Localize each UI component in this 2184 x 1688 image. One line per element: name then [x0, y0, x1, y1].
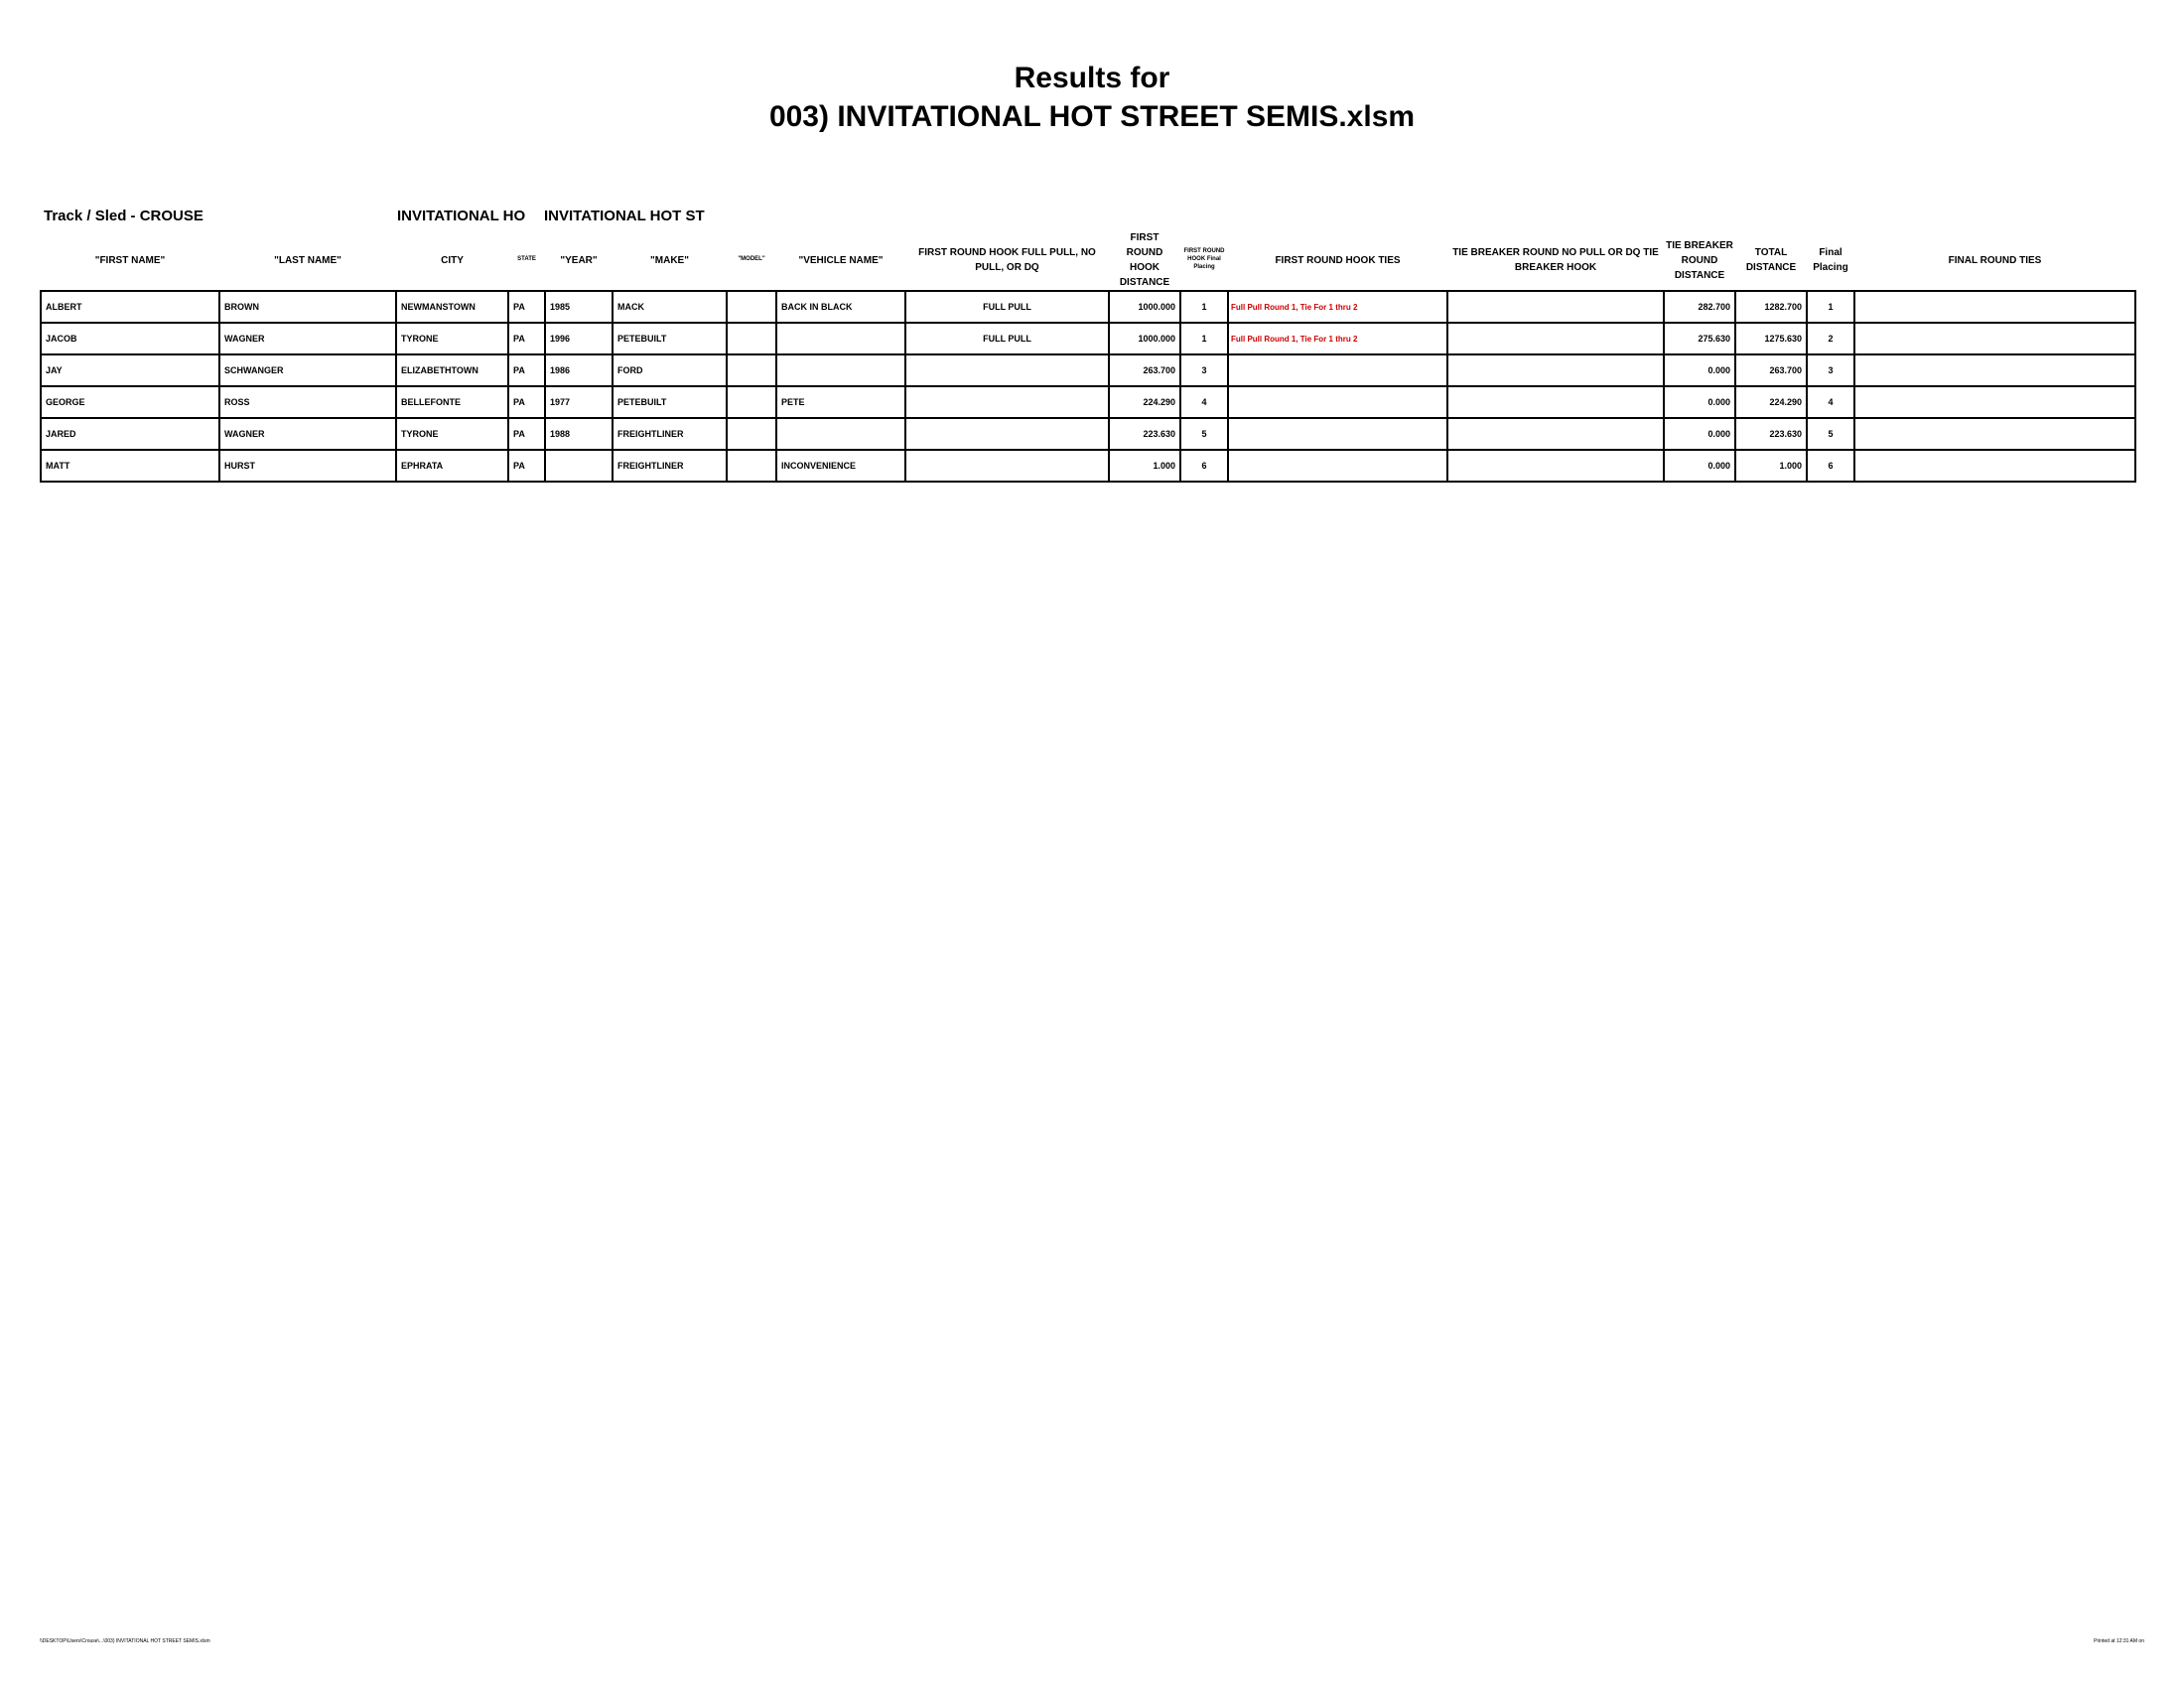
- cell-model: [727, 323, 776, 354]
- cell-tie-breaker-distance: 0.000: [1664, 450, 1735, 482]
- cell-total-distance: 1282.700: [1735, 291, 1807, 323]
- cell-state: PA: [508, 323, 545, 354]
- cell-year: 1996: [545, 323, 613, 354]
- class-cell-2: INVITATIONAL HOT ST: [544, 208, 705, 224]
- cell-first-round-distance: 263.700: [1109, 354, 1180, 386]
- col-model: "MODEL": [727, 230, 776, 291]
- col-first-round-ties: FIRST ROUND HOOK TIES: [1228, 230, 1447, 291]
- col-first-round-placing: FIRST ROUND HOOK Final Placing: [1180, 230, 1228, 291]
- cell-tie-breaker-status: [1447, 323, 1664, 354]
- cell-first-round-ties: [1228, 386, 1447, 418]
- col-state: STATE: [508, 230, 545, 291]
- cell-city: NEWMANSTOWN: [396, 291, 508, 323]
- cell-first-round-distance: 1.000: [1109, 450, 1180, 482]
- cell-city: ELIZABETHTOWN: [396, 354, 508, 386]
- cell-total-distance: 224.290: [1735, 386, 1807, 418]
- cell-city: TYRONE: [396, 323, 508, 354]
- cell-model: [727, 450, 776, 482]
- cell-make: PETEBUILT: [613, 386, 727, 418]
- cell-last-name: SCHWANGER: [219, 354, 396, 386]
- footer-file-path: \\DESKTOP\Users\Crouse\...\003) INVITATIONAL HOT STREET SEMIS.xlsm: [40, 1638, 210, 1644]
- track-sled-label: Track / Sled - CROUSE: [44, 208, 204, 224]
- cell-final-round-ties: [1854, 323, 2135, 354]
- cell-first-round-status: FULL PULL: [905, 323, 1109, 354]
- table-row: [41, 386, 2135, 418]
- cell-first-round-placing: 3: [1180, 354, 1228, 386]
- cell-year: 1977: [545, 386, 613, 418]
- cell-first-round-placing: 5: [1180, 418, 1228, 450]
- cell-tie-breaker-status: [1447, 354, 1664, 386]
- cell-final-placing: 6: [1807, 450, 1854, 482]
- cell-first-round-placing: 6: [1180, 450, 1228, 482]
- cell-state: PA: [508, 386, 545, 418]
- cell-year: 1985: [545, 291, 613, 323]
- cell-state: PA: [508, 354, 545, 386]
- cell-vehicle-name: [776, 354, 905, 386]
- cell-first-round-placing: 1: [1180, 291, 1228, 323]
- cell-model: [727, 291, 776, 323]
- cell-make: PETEBUILT: [613, 323, 727, 354]
- col-vehicle-name: "VEHICLE NAME": [776, 230, 905, 291]
- cell-total-distance: 223.630: [1735, 418, 1807, 450]
- table-row: [41, 323, 2135, 354]
- cell-first-name: MATT: [41, 450, 219, 482]
- cell-vehicle-name: INCONVENIENCE: [776, 450, 905, 482]
- col-make: "MAKE": [613, 230, 727, 291]
- cell-first-round-placing: 4: [1180, 386, 1228, 418]
- cell-year: 1986: [545, 354, 613, 386]
- cell-make: FREIGHTLINER: [613, 450, 727, 482]
- cell-vehicle-name: [776, 323, 905, 354]
- col-last-name: "LAST NAME": [219, 230, 396, 291]
- cell-last-name: WAGNER: [219, 418, 396, 450]
- col-total-distance: TOTAL DISTANCE: [1735, 230, 1807, 291]
- cell-model: [727, 418, 776, 450]
- cell-first-round-status: FULL PULL: [905, 291, 1109, 323]
- cell-first-name: JACOB: [41, 323, 219, 354]
- cell-first-round-status: [905, 354, 1109, 386]
- cell-first-name: JAY: [41, 354, 219, 386]
- cell-state: PA: [508, 418, 545, 450]
- cell-total-distance: 1275.630: [1735, 323, 1807, 354]
- cell-final-placing: 4: [1807, 386, 1854, 418]
- cell-first-name: JARED: [41, 418, 219, 450]
- col-first-round-distance: FIRST ROUND HOOK DISTANCE: [1109, 230, 1180, 291]
- table-row: [41, 450, 2135, 482]
- table-row: [41, 291, 2135, 323]
- cell-model: [727, 354, 776, 386]
- cell-vehicle-name: [776, 418, 905, 450]
- cell-city: EPHRATA: [396, 450, 508, 482]
- footer-printed-at: Printed at 12:31 AM on: [2094, 1638, 2144, 1644]
- header-row: [41, 230, 2135, 291]
- cell-last-name: WAGNER: [219, 323, 396, 354]
- class-cell-1: INVITATIONAL HO: [397, 208, 526, 224]
- cell-first-round-distance: 1000.000: [1109, 323, 1180, 354]
- cell-final-round-ties: [1854, 418, 2135, 450]
- cell-first-round-distance: 1000.000: [1109, 291, 1180, 323]
- cell-final-round-ties: [1854, 354, 2135, 386]
- table-row: [41, 354, 2135, 386]
- cell-tie-breaker-distance: 0.000: [1664, 386, 1735, 418]
- cell-tie-breaker-distance: 0.000: [1664, 354, 1735, 386]
- cell-first-round-distance: 223.630: [1109, 418, 1180, 450]
- cell-final-placing: 5: [1807, 418, 1854, 450]
- cell-tie-breaker-distance: 0.000: [1664, 418, 1735, 450]
- col-city: CITY: [396, 230, 508, 291]
- cell-final-round-ties: [1854, 450, 2135, 482]
- cell-final-round-ties: [1854, 386, 2135, 418]
- cell-vehicle-name: BACK IN BLACK: [776, 291, 905, 323]
- cell-final-placing: 1: [1807, 291, 1854, 323]
- cell-total-distance: 1.000: [1735, 450, 1807, 482]
- col-final-round-ties: FINAL ROUND TIES: [1854, 230, 2135, 291]
- page-title-line-1: Results for: [1014, 62, 1170, 94]
- cell-tie-breaker-status: [1447, 418, 1664, 450]
- cell-year: [545, 450, 613, 482]
- col-tie-breaker-distance: TIE BREAKER ROUND DISTANCE: [1664, 230, 1735, 291]
- col-first-round-status: FIRST ROUND HOOK FULL PULL, NO PULL, OR DQ: [905, 230, 1109, 291]
- cell-first-round-ties: Full Pull Round 1, Tie For 1 thru 2: [1228, 291, 1447, 323]
- cell-make: FORD: [613, 354, 727, 386]
- cell-first-round-distance: 224.290: [1109, 386, 1180, 418]
- cell-first-round-ties: [1228, 418, 1447, 450]
- cell-final-placing: 3: [1807, 354, 1854, 386]
- cell-state: PA: [508, 291, 545, 323]
- results-table: [40, 230, 2136, 483]
- cell-first-round-ties: [1228, 354, 1447, 386]
- cell-tie-breaker-status: [1447, 450, 1664, 482]
- cell-last-name: HURST: [219, 450, 396, 482]
- col-final-placing: Final Placing: [1807, 230, 1854, 291]
- cell-year: 1988: [545, 418, 613, 450]
- class-cells: [397, 208, 723, 228]
- cell-tie-breaker-distance: 282.700: [1664, 291, 1735, 323]
- cell-tie-breaker-status: [1447, 386, 1664, 418]
- cell-make: MACK: [613, 291, 727, 323]
- table-row: [41, 418, 2135, 450]
- col-year: "YEAR": [545, 230, 613, 291]
- cell-first-round-status: [905, 418, 1109, 450]
- cell-first-round-status: [905, 450, 1109, 482]
- cell-city: TYRONE: [396, 418, 508, 450]
- cell-first-round-ties: Full Pull Round 1, Tie For 1 thru 2: [1228, 323, 1447, 354]
- cell-tie-breaker-distance: 275.630: [1664, 323, 1735, 354]
- cell-first-name: GEORGE: [41, 386, 219, 418]
- cell-total-distance: 263.700: [1735, 354, 1807, 386]
- cell-model: [727, 386, 776, 418]
- col-first-name: "FIRST NAME": [41, 230, 219, 291]
- cell-first-round-status: [905, 386, 1109, 418]
- cell-first-round-placing: 1: [1180, 323, 1228, 354]
- cell-vehicle-name: PETE: [776, 386, 905, 418]
- cell-last-name: BROWN: [219, 291, 396, 323]
- cell-final-placing: 2: [1807, 323, 1854, 354]
- cell-first-name: ALBERT: [41, 291, 219, 323]
- cell-final-round-ties: [1854, 291, 2135, 323]
- cell-city: BELLEFONTE: [396, 386, 508, 418]
- cell-state: PA: [508, 450, 545, 482]
- cell-make: FREIGHTLINER: [613, 418, 727, 450]
- cell-first-round-ties: [1228, 450, 1447, 482]
- cell-last-name: ROSS: [219, 386, 396, 418]
- cell-tie-breaker-status: [1447, 291, 1664, 323]
- col-tie-breaker-status: TIE BREAKER ROUND NO PULL OR DQ TIE BREAKER HOOK: [1447, 230, 1664, 291]
- page-title-line-2: 003) INVITATIONAL HOT STREET SEMIS.xlsm: [768, 100, 1416, 133]
